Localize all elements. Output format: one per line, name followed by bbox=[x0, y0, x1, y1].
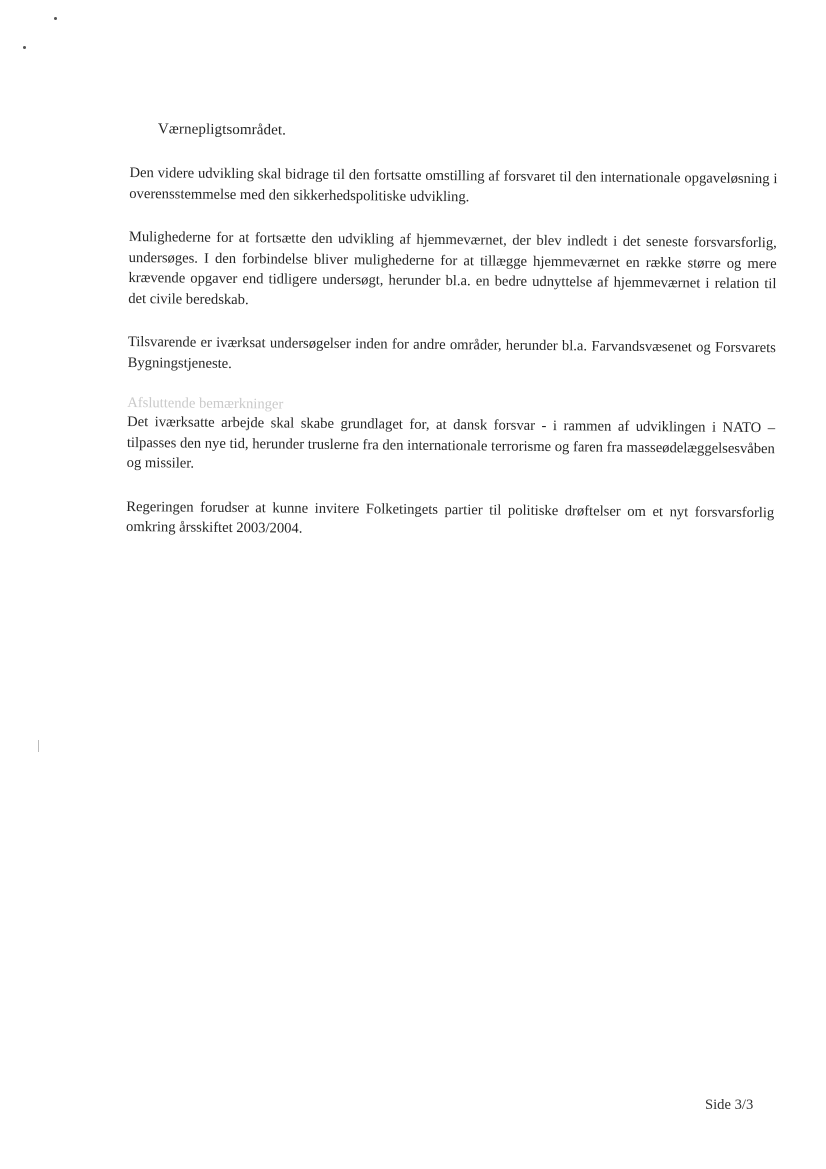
paragraph: Regeringen forudser at kunne invitere Folketingets partier til politiske drøftelser om et nyt forsvarsforlig omkring årsskiftet 2003/2004. bbox=[126, 498, 775, 537]
paragraph: Tilsvarende er iværksat undersøgelser inden for andre områder, herunder bl.a. Farvandsvæsenet og Forsvarets Bygningstjeneste. bbox=[127, 333, 776, 372]
scan-mark bbox=[38, 740, 39, 752]
paragraph: Mulighederne for at fortsætte den udvikling af hjemmeværnet, der blev indledt i det seneste forsvarsforlig, undersøges. I den forbindelse bliver mulighederne for at tillægge hjemmeværnet en række større og mere krævende opgaver end tidligere undersøgt, herunder bl.a. en bedre udnyttelse af hjemmeværnet i relation til det civile beredskab. bbox=[128, 228, 777, 308]
scan-speck bbox=[23, 46, 26, 49]
paragraph: Det iværksatte arbejde skal skabe grundlaget for, at dansk forsvar - i rammen af udviklingen i NATO – tilpasses den nye tid, herunder truslerne fra den internationale terrorisme og faren fra masseødelæggelsesvåben og missiler. bbox=[126, 413, 776, 472]
scan-speck bbox=[54, 17, 57, 20]
page-number: Side 3/3 bbox=[705, 1097, 754, 1113]
document-body bbox=[126, 120, 778, 544]
section-heading: Afsluttende bemærkninger bbox=[127, 394, 284, 413]
paragraph: Den videre udvikling skal bidrage til den fortsatte omstilling af forsvaret til den internationale opgaveløsning i overensstemmelse med den sikkerhedspolitiske udvikling. bbox=[129, 164, 778, 205]
section-title: Værnepligtsområdet. bbox=[157, 121, 287, 139]
